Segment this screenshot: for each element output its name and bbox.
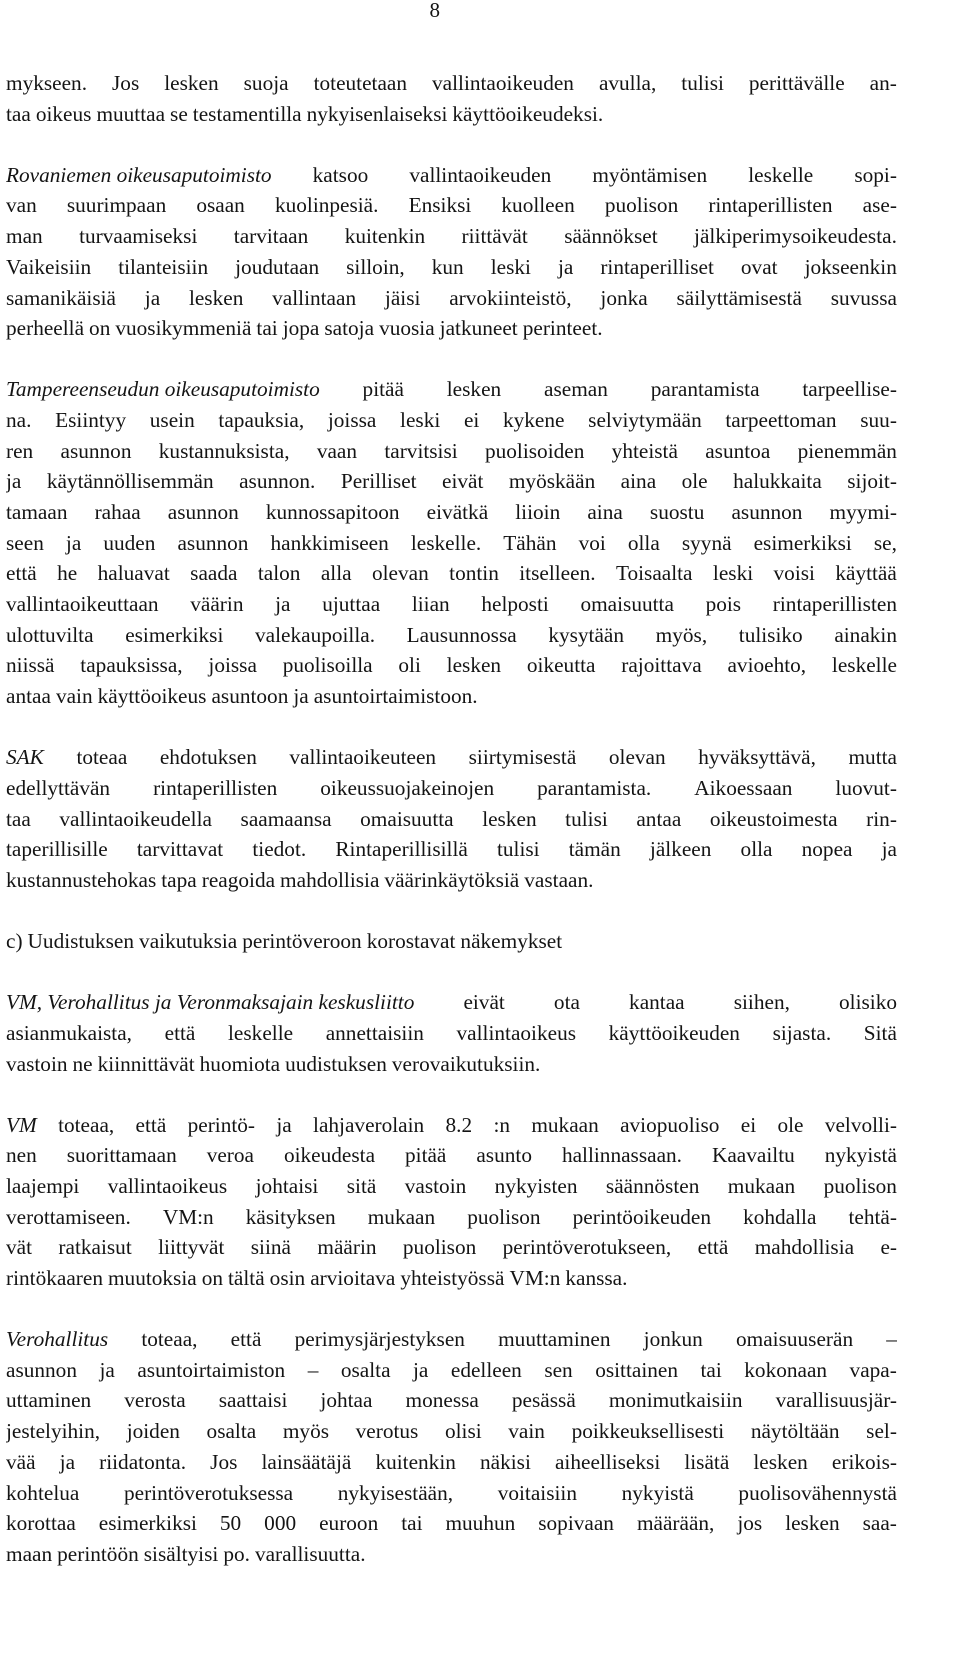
paragraph-gap: [6, 1294, 897, 1324]
text-line: vää ja riidatonta. Jos lainsäätäjä kuitenkin näkisi aiheelliseksi lisätä lesken erikois-: [6, 1449, 897, 1474]
page-number: 8: [429, 0, 440, 22]
text-line: taa vallintaoikeudella saamaansa omaisuutta lesken tulisi antaa oikeustoimesta rin-: [6, 806, 897, 831]
text-line: van suurimpaan osaan kuolinpesiä. Ensiksi kuolleen puolison rintaperillisten ase-: [6, 193, 897, 218]
paragraph-gap: [6, 957, 897, 987]
paragraph-gap: [6, 896, 897, 926]
text-line: SAK toteaa ehdotuksen vallintaoikeuteen siirtymisestä olevan hyväksyttävä, mutta: [6, 742, 897, 773]
paragraph: [6, 742, 897, 895]
text-line: tamaan rahaa asunnon kunnossapitoon eivätkä liioin aina suostu asunnon myymi-: [6, 500, 897, 525]
text-line: seen ja uuden asunnon hankkimiseen leskelle. Tähän voi olla syynä esimerkiksi se,: [6, 530, 897, 555]
paragraph-gap: [6, 1079, 897, 1109]
text-line: taa oikeus muuttaa se testamentilla nykyisenlaiseksi käyttöoikeudeksi.: [6, 101, 604, 126]
paragraph-gap: [6, 712, 897, 742]
text-line: Vaikeisiin tilanteisiin joudutaan silloin, kun leski ja rintaperilliset ovat jokseenkin: [6, 254, 897, 279]
text-line: maan perintöön sisältyisi po. varallisuutta.: [6, 1541, 366, 1566]
paragraph: [6, 1110, 897, 1294]
paragraph: [6, 987, 897, 1079]
text-line: na. Esiintyy usein tapauksia, joissa leski ei kykene selviytymään tarpeettoman suu-: [6, 407, 897, 432]
document-body: [6, 68, 897, 1570]
text-line: rintökaaren muutoksia on tältä osin arvioitava yhteistyössä VM:n kanssa.: [6, 1266, 628, 1291]
text-line: perheellä on vuosikymmeniä tai jopa satoja vuosia jatkuneet perinteet.: [6, 316, 603, 341]
text-line: nen suorittamaan veroa oikeudesta pitää asunto hallinnassaan. Kaavailtu nykyistä: [6, 1143, 897, 1168]
italic-source-name: Verohallitus: [6, 1327, 109, 1352]
text-line: ulottuvilta esimerkiksi valekaupoilla. Lausunnossa kysytään myös, tulisiko ainakin: [6, 622, 897, 647]
paragraph: [6, 160, 897, 344]
paragraph-gap: [6, 129, 897, 159]
text-line: asunnon ja asuntoirtaimiston – osalta ja edelleen sen osittainen tai kokonaan vapa-: [6, 1357, 897, 1382]
text-line: verottamiseen. VM:n käsityksen mukaan puolison perintöoikeuden kohdalla tehtä-: [6, 1204, 897, 1229]
text-line: kustannustehokas tapa reagoida mahdollisia väärinkäytöksiä vastaan.: [6, 867, 594, 892]
text-line: asianmukaista, että leskelle annettaisiin vallintaoikeus käyttöoikeuden sijasta. Sitä: [6, 1020, 897, 1045]
italic-source-name: SAK: [6, 745, 44, 770]
text-line: taperillisille tarvittavat tiedot. Rintaperillisillä tulisi tämän jälkeen olla nopea ja: [6, 837, 897, 862]
text-line: että he haluavat saada talon alla olevan tontin itselleen. Toisaalta leski voisi käyttää: [6, 561, 897, 586]
paragraph-gap: [6, 344, 897, 374]
text-line: Tampereenseudun oikeusaputoimisto pitää lesken aseman parantamista tarpeellise-: [6, 374, 897, 405]
paragraph: [6, 374, 897, 712]
text-line: samanikäisiä ja lesken vallintaan jäisi arvokiinteistö, jonka säilyttämisestä suvussa: [6, 285, 897, 310]
text-line: Verohallitus toteaa, että perimysjärjestyksen muuttaminen jonkun omaisuuserän –: [6, 1324, 897, 1355]
text-line: vastoin ne kiinnittävät huomiota uudistuksen verovaikutuksiin.: [6, 1051, 541, 1076]
italic-source-name: VM: [6, 1112, 37, 1137]
text-line: uttaminen verosta saattaisi johtaa monessa pesässä monimutkaisiin varallisuusjär-: [6, 1388, 897, 1413]
text-line: ren asunnon kustannuksista, vaan tarvitsisi puolisoiden yhteistä asuntoa pienemmän: [6, 438, 897, 463]
text-line: vät ratkaisut liittyvät siinä määrin puolison perintöverotukseen, että mahdollisia e-: [6, 1235, 897, 1260]
italic-source-name: Tampereenseudun oikeusaputoimisto: [6, 377, 320, 402]
text-line: mykseen. Jos lesken suoja toteutetaan vallintaoikeuden avulla, tulisi perittävälle an-: [6, 71, 897, 95]
text-line: c) Uudistuksen vaikutuksia perintöveroon korostavat näkemykset: [6, 929, 563, 954]
text-line: VM, Verohallitus ja Veronmaksajain keskusliitto eivät ota kantaa siihen, olisiko: [6, 987, 897, 1018]
text-line: Rovaniemen oikeusaputoimisto katsoo vallintaoikeuden myöntämisen leskelle sopi-: [6, 160, 897, 191]
text-line: antaa vain käyttöoikeus asuntoon ja asuntoirtaimistoon.: [6, 684, 478, 709]
text-line: ja käytännöllisemmän asunnon. Perilliset eivät myöskään aina ole halukkaita sijoit-: [6, 469, 897, 494]
paragraph: [6, 1324, 897, 1570]
text-line: VM toteaa, että perintö- ja lahjaverolain 8.2 :n mukaan aviopuoliso ei ole velvolli-: [6, 1110, 897, 1141]
text-line: jestelyihin, joiden osalta myös verotus olisi vain poikkeuksellisesti näytöltään sel-: [6, 1419, 897, 1444]
text-line: kohtelua perintöverotuksessa nykyisestään, voitaisiin nykyistä puolisovähennystä: [6, 1480, 897, 1505]
italic-source-name: Rovaniemen oikeusaputoimisto: [6, 162, 272, 187]
text-line: man turvaamiseksi tarvitaan kuitenkin riittävät säännökset jälkiperimysoikeudesta.: [6, 224, 897, 249]
text-line: vallintaoikeuttaan väärin ja ujuttaa liian helposti omaisuutta pois rintaperillisten: [6, 592, 897, 617]
text-line: edellyttävän rintaperillisten oikeussuojakeinojen parantamista. Aikoessaan luovut-: [6, 775, 897, 800]
text-line: laajempi vallintaoikeus johtaisi sitä vastoin nykyisten säännösten mukaan puolison: [6, 1173, 897, 1198]
text-line: korottaa esimerkiksi 50 000 euroon tai muuhun sopivaan määrään, jos lesken saa-: [6, 1511, 897, 1536]
paragraph: [6, 926, 897, 957]
text-line: niissä tapauksissa, joissa puolisoilla oli lesken oikeutta rajoittava avioehto, leskelle: [6, 653, 897, 678]
paragraph: [6, 68, 897, 129]
italic-source-name: VM, Verohallitus ja Veronmaksajain keskusliitto: [6, 990, 415, 1015]
